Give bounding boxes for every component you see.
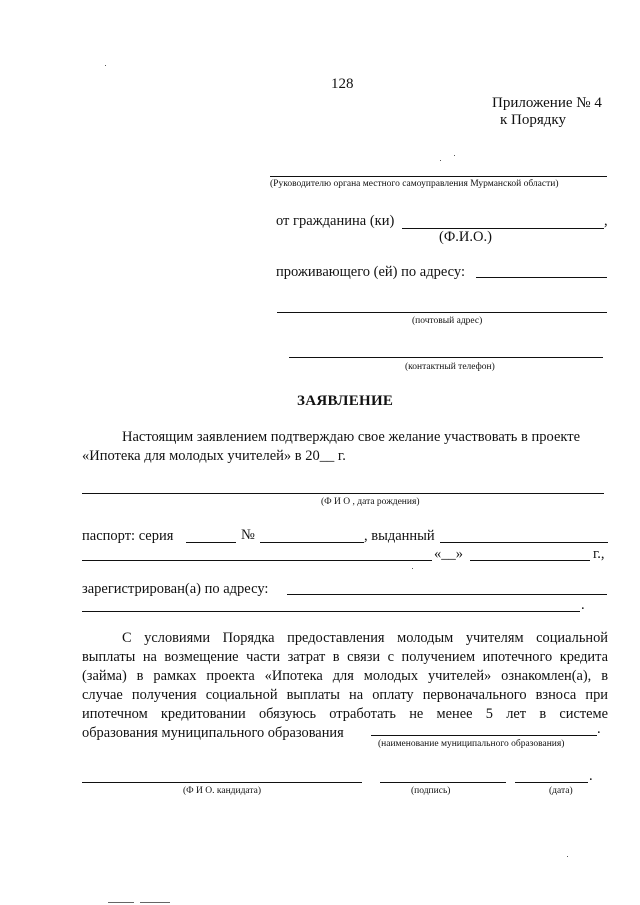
registered-address-line-2 — [82, 611, 580, 612]
scan-speck — [105, 65, 106, 66]
consent-line-5: ипотечном кредитовании обязуюсь отработать не менее 5 лет в системе — [82, 706, 608, 722]
phone-caption: (контактный телефон) — [405, 362, 495, 372]
municipality-period: . — [597, 721, 601, 737]
candidate-fio-line — [82, 782, 362, 783]
passport-label: паспорт: серия — [82, 528, 174, 544]
scan-edge-mark — [140, 902, 170, 903]
fio-dob-line — [82, 493, 604, 494]
fio-caption: (Ф.И.О.) — [439, 229, 492, 245]
fio-dob-caption: (Ф И О , дата рождения) — [321, 497, 420, 507]
recipient-caption: (Руководителю органа местного самоуправления Мурманской области) — [270, 179, 559, 189]
signature-caption: (подпись) — [411, 786, 451, 796]
consent-paragraph — [82, 629, 608, 743]
appendix-title: Приложение № 4 — [492, 95, 602, 111]
municipality-caption: (наименование муниципального образования) — [378, 739, 565, 749]
phone-line — [289, 357, 603, 358]
date-caption: (дата) — [549, 786, 573, 796]
consent-line-2: выплаты на возмещение части затрат в связи с получением ипотечного кредита — [82, 649, 608, 665]
scan-speck — [412, 568, 413, 569]
signature-period: . — [589, 768, 593, 784]
date-line — [515, 782, 588, 783]
from-label: от гражданина (ки) — [276, 213, 395, 229]
scan-speck — [440, 160, 441, 161]
consent-line-3: (займа) в рамках проекта «Ипотека для молодых учителей» ознакомлен(а), в — [82, 668, 608, 684]
passport-series-line — [186, 542, 236, 543]
registered-label: зарегистрирован(а) по адресу: — [82, 581, 269, 597]
page-number: 128 — [331, 76, 354, 92]
recipient-line — [270, 176, 607, 177]
signature-line — [380, 782, 506, 783]
postal-caption: (почтовый адрес) — [412, 316, 483, 326]
issued-by-line-2 — [82, 560, 432, 561]
passport-number-label: № — [241, 527, 255, 543]
issue-date-quotes: «__» — [434, 546, 463, 562]
appendix-subtitle: к Порядку — [500, 112, 566, 128]
scan-speck — [454, 155, 455, 156]
municipality-line — [371, 735, 597, 736]
registered-period: . — [581, 597, 585, 613]
document-title: ЗАЯВЛЕНИЕ — [297, 393, 394, 409]
postal-address-line — [277, 312, 607, 313]
issued-label: , выданный — [364, 528, 435, 544]
registered-address-line — [287, 594, 607, 595]
scan-edge-mark — [108, 902, 134, 903]
consent-line-1: С условиями Порядка предоставления молодым учителям социальной — [122, 630, 608, 646]
address-line — [476, 277, 607, 278]
intro-line-1: Настоящим заявлением подтверждаю свое желание участвовать в проекте — [122, 429, 581, 445]
consent-line-6: образования муниципального образования — [82, 725, 344, 741]
issue-year-suffix: г., — [593, 546, 605, 562]
fio-line — [402, 228, 604, 229]
issued-by-line — [440, 542, 608, 543]
from-comma: , — [604, 213, 608, 229]
address-label: проживающего (ей) по адресу: — [276, 264, 465, 280]
candidate-fio-caption: (Ф И О. кандидата) — [183, 786, 262, 796]
passport-number-line — [260, 542, 364, 543]
consent-line-4: случае получения социальной выплаты на оплату первоначального взноса при — [82, 687, 608, 703]
scan-speck — [567, 856, 568, 857]
issue-date-line — [470, 560, 590, 561]
intro-line-2: «Ипотека для молодых учителей» в 20__ г. — [82, 448, 346, 464]
